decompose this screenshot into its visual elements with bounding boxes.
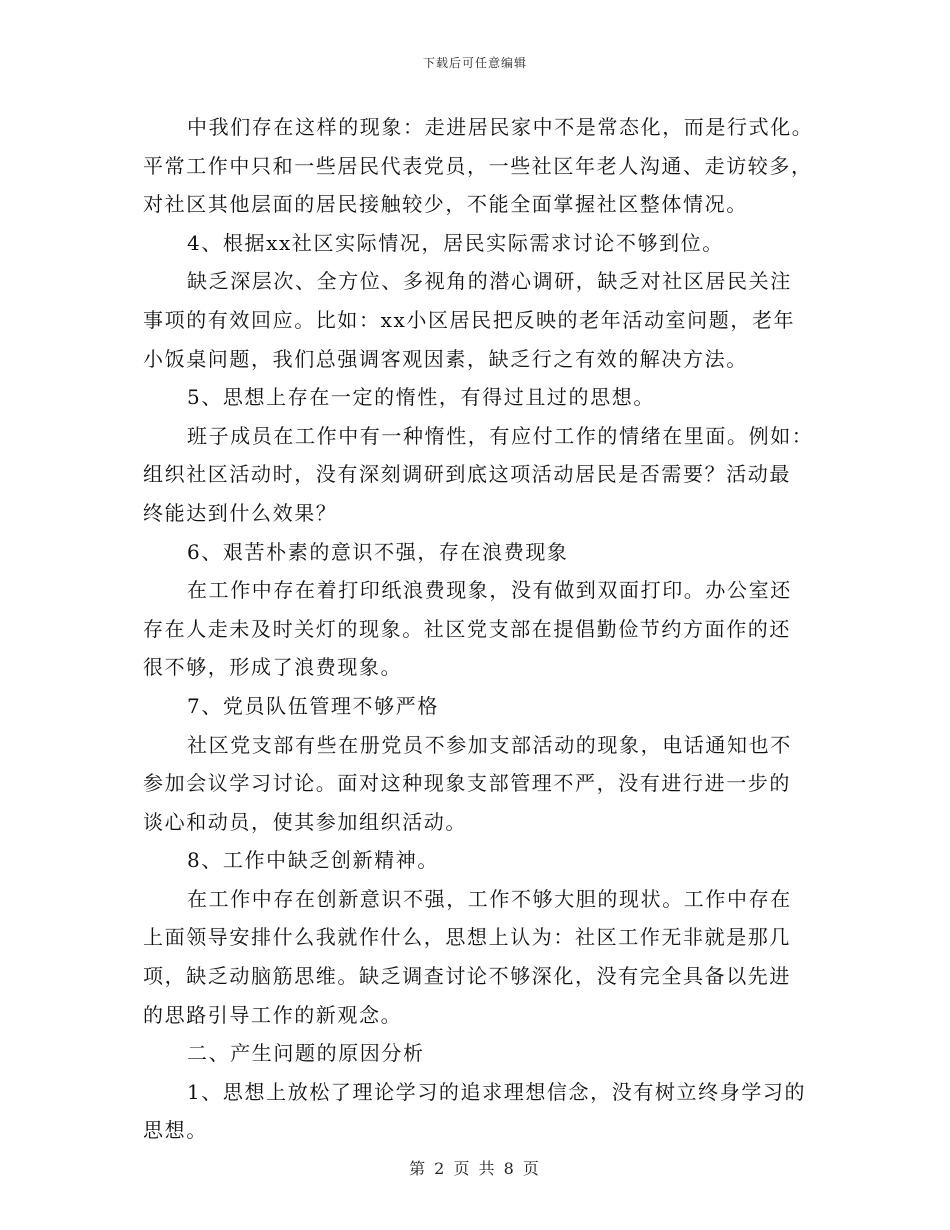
document-body bbox=[143, 108, 815, 1150]
text-line: 存在人走未及时关灯的现象。社区党支部在提倡勤俭节约方面作的还 bbox=[143, 616, 791, 641]
text-line: 事项的有效回应。比如：xx小区居民把反映的老年活动室问题，老年 bbox=[143, 307, 796, 332]
text-line: 6、艰苦朴素的意识不强，存在浪费现象 bbox=[187, 539, 569, 564]
text-line: 8、工作中缺乏创新精神。 bbox=[187, 848, 439, 873]
text-line: 社区党支部有些在册党员不参加支部活动的现象，电话通知也不 bbox=[187, 732, 792, 757]
text-line: 二、产生问题的原因分析 bbox=[187, 1041, 425, 1066]
text-line: 1、思想上放松了理论学习的追求理想信念，没有树立终身学习的 bbox=[187, 1079, 807, 1104]
text-line: 思想。 bbox=[143, 1118, 208, 1143]
text-line: 的思路引导工作的新观念。 bbox=[143, 1002, 403, 1027]
text-line: 小饭桌问题，我们总强调客观因素，缺乏行之有效的解决方法。 bbox=[143, 346, 748, 371]
page-footer: 第 2 页 共 8 页 bbox=[409, 1159, 541, 1178]
text-line: 在工作中存在着打印纸浪费现象，没有做到双面打印。办公室还 bbox=[187, 578, 792, 603]
text-line: 平常工作中只和一些居民代表党员，一些社区年老人沟通、走访较多， bbox=[143, 153, 813, 178]
text-line: 谈心和动员，使其参加组织活动。 bbox=[143, 809, 467, 834]
text-line: 终能达到什么效果？ bbox=[143, 500, 338, 525]
page-header: 下载后可任意编辑 bbox=[422, 56, 527, 70]
text-line: 7、党员队伍管理不够严格 bbox=[187, 693, 439, 718]
text-line: 班子成员在工作中有一种惰性，有应付工作的情绪在里面。例如： bbox=[187, 423, 814, 448]
text-line: 项，缺乏动脑筋思维。缺乏调查讨论不够深化，没有完全具备以先进 bbox=[143, 964, 791, 989]
text-line: 中我们存在这样的现象：走进居民家中不是常态化，而是行式化。 bbox=[187, 115, 814, 139]
text-line: 在工作中存在创新意识不强，工作不够大胆的现状。工作中存在 bbox=[187, 886, 792, 911]
text-line: 5、思想上存在一定的惰性，有得过且过的思想。 bbox=[187, 385, 655, 410]
text-line: 4、根据xx社区实际情况，居民实际需求讨论不够到位。 bbox=[187, 230, 724, 255]
text-line: 缺乏深层次、全方位、多视角的潜心调研，缺乏对社区居民关注 bbox=[187, 269, 792, 294]
text-line: 很不够，形成了浪费现象。 bbox=[143, 655, 403, 680]
text-line: 组织社区活动时，没有深刻调研到底这项活动居民是否需要？活动最 bbox=[143, 462, 791, 487]
text-line: 上面领导安排什么我就作什么，思想上认为：社区工作无非就是那几 bbox=[143, 925, 791, 950]
text-line: 对社区其他层面的居民接触较少，不能全面掌握社区整体情况。 bbox=[143, 192, 748, 217]
text-line: 参加会议学习讨论。面对这种现象支部管理不严，没有进行进一步的 bbox=[143, 771, 791, 796]
